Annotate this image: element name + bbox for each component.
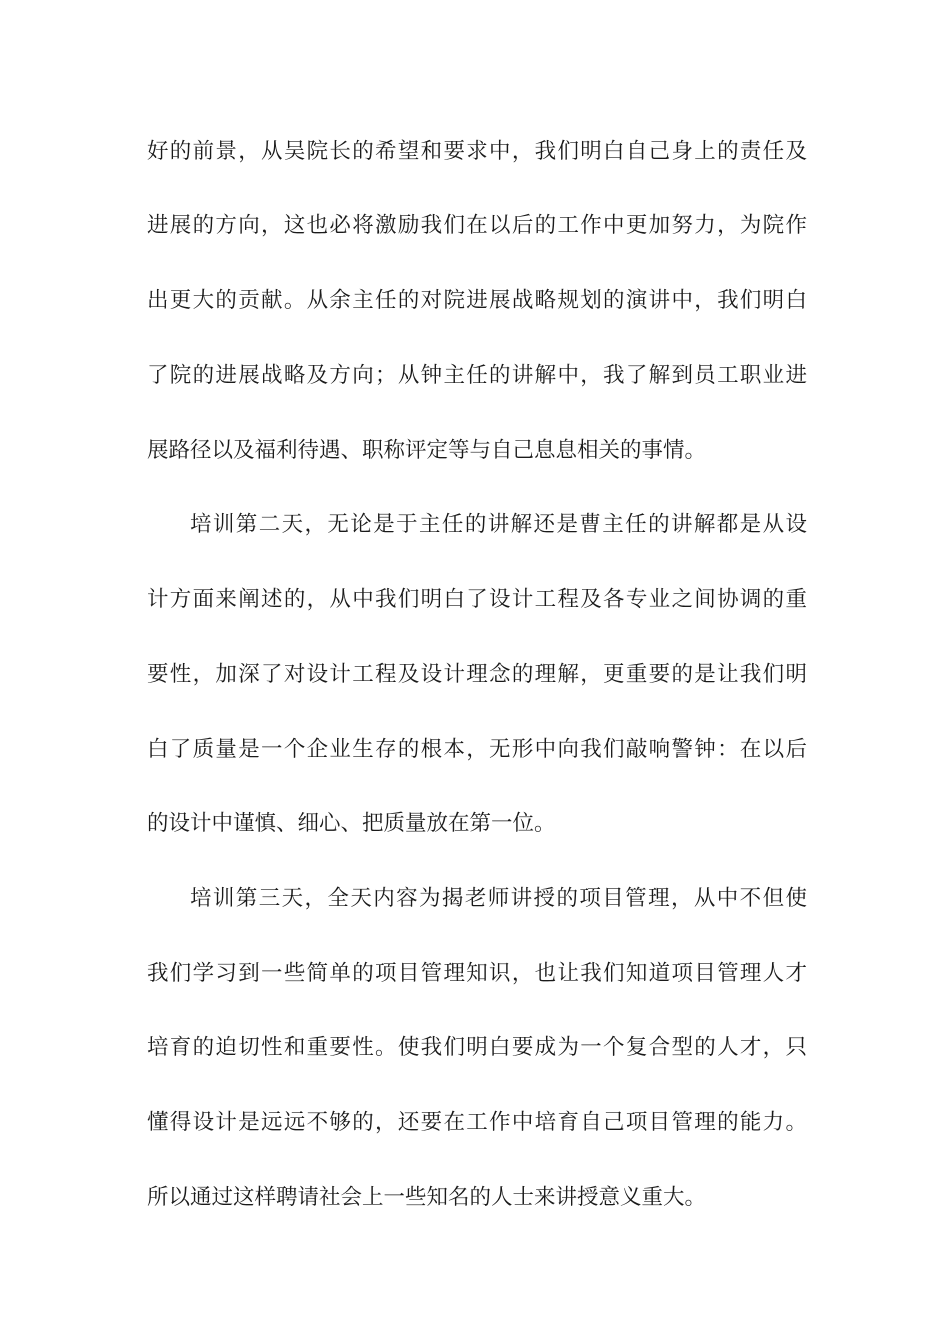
text-line: 好的前景，从吴院长的希望和要求中，我们明白自己身上的责任及 [147, 139, 807, 164]
text-line: 培训第三天，全天内容为揭老师讲授的项目管理，从中不但使 [190, 886, 807, 911]
text-line: 白了质量是一个企业生存的根本，无形中向我们敲响警钟：在以后 [147, 737, 807, 762]
text-line: 进展的方向，这也必将激励我们在以后的工作中更加努力，为院作 [147, 213, 807, 238]
text-line: 要性，加深了对设计工程及设计理念的理解，更重要的是让我们明 [147, 662, 807, 687]
text-line: 的设计中谨慎、细心、把质量放在第一位。 [147, 811, 556, 836]
text-line: 计方面来阐述的，从中我们明白了设计工程及各专业之间协调的重 [147, 587, 807, 612]
text-line: 展路径以及福利待遇、职称评定等与自己息息相关的事情。 [147, 438, 707, 463]
text-line: 懂得设计是远远不够的，还要在工作中培育自己项目管理的能力。 [147, 1110, 807, 1135]
text-line: 所以通过这样聘请社会上一些知名的人士来讲授意义重大。 [147, 1185, 707, 1210]
text-line: 出更大的贡献。从余主任的对院进展战略规划的演讲中，我们明白 [147, 288, 807, 313]
text-line: 了院的进展战略及方向；从钟主任的讲解中，我了解到员工职业进 [147, 363, 807, 388]
text-line: 我们学习到一些简单的项目管理知识，也让我们知道项目管理人才 [147, 961, 807, 986]
text-line: 培育的迫切性和重要性。使我们明白要成为一个复合型的人才，只 [147, 1035, 807, 1060]
text-line: 培训第二天，无论是于主任的讲解还是曹主任的讲解都是从设 [190, 512, 807, 537]
